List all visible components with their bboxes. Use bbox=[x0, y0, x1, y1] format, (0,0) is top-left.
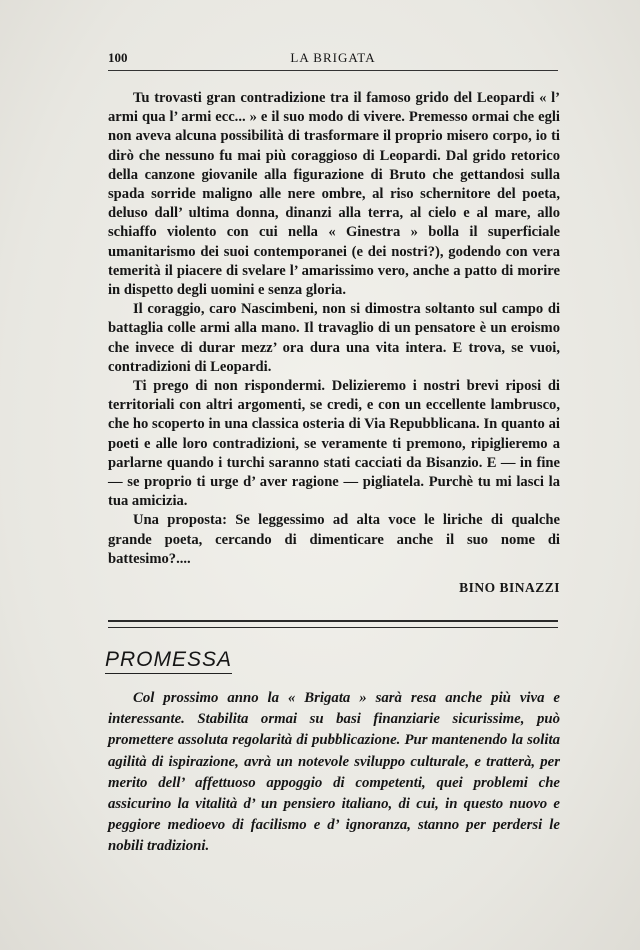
announcement-text: Col prossimo anno la « Brigata » sarà resa anche più viva e interessante. Stabilita ormai su basi finanziarie sicurissime, può promettere assoluta regolarità di pubblicazione. Pur mantenendo la solita agilità di ispirazione, avrà un notevole sviluppo culturale, e tratterà, per merito dell’ affettuoso appoggio di competenti, quei problemi che assicurino la vitalità d’ un pensiero italiano, di cui, in questo nuovo e peggiore medioevo di facilismo e d’ ignoranza, stanno per perdersi le nobili tradizioni. bbox=[108, 690, 560, 855]
section-divider bbox=[108, 620, 558, 628]
running-title: LA BRIGATA bbox=[290, 50, 376, 65]
section-title: PROMESSA bbox=[105, 648, 232, 674]
signature: BINO BINAZZI bbox=[459, 580, 560, 595]
letter-body bbox=[108, 89, 560, 569]
page-header bbox=[108, 50, 558, 70]
letter-paragraph: Tu trovasti gran contradizione tra il famoso grido del Leopardi « l’ armi qua l’ armi ecc... » e il suo modo di vivere. Premesso ormai che egli non aveva alcuna possibilità di trasformare il proprio misero corpo, io ti dirò che nessuno fu mai più coraggioso di Leopardi. Dal grido retorico della canzone giovanile alla figurazione di Bruto che gettandosi sulla spada sorride maligno alle nere ombre, al riso schernitore del poeta, deluso dall’ ultima donna, dinanzi alla terra, al cielo e al mare, allo schiaffo violento con cui nella « Ginestra » bolla il superficiale umanitarismo dei suoi contemporanei (e dei nostri?), godendo con vera temerità il piacere di svelare l’ amarissimo vero, anche a patto di morire in dispetto degli uomini e senza gloria. bbox=[108, 90, 560, 299]
letter-paragraph: Ti prego di non rispondermi. Delizieremo i nostri brevi riposi di territoriali con altri argomenti, se credi, e con un eccellente lambrusco, che ho scoperto in una classica osteria di Via Repubblicana. In quanto ai poeti e alle loro contradizioni, se veramente ti premono, ripiglieremo a parlarne quando i turchi saranno stati cacciati da Bisanzio. E — in fine — se proprio ti urge d’ aver ragione — pigliatela. Purchè tu mi lasci la tua amicizia. bbox=[108, 378, 560, 510]
header-rule bbox=[108, 70, 558, 71]
letter-paragraph: Il coraggio, caro Nascimbeni, non si dimostra soltanto sul campo di battaglia colle armi alla mano. Il travaglio di un pensatore è un eroismo che invece di durar mezz’ ora dura una vita intera. E trova, se vuoi, contradizioni di Leopardi. bbox=[108, 301, 560, 375]
letter-paragraph: Una proposta: Se leggessimo ad alta voce le liriche di qualche grande poeta, cercando di dimenticare anche il suo nome di battesimo?.... bbox=[108, 512, 560, 567]
page-number: 100 bbox=[108, 50, 128, 65]
